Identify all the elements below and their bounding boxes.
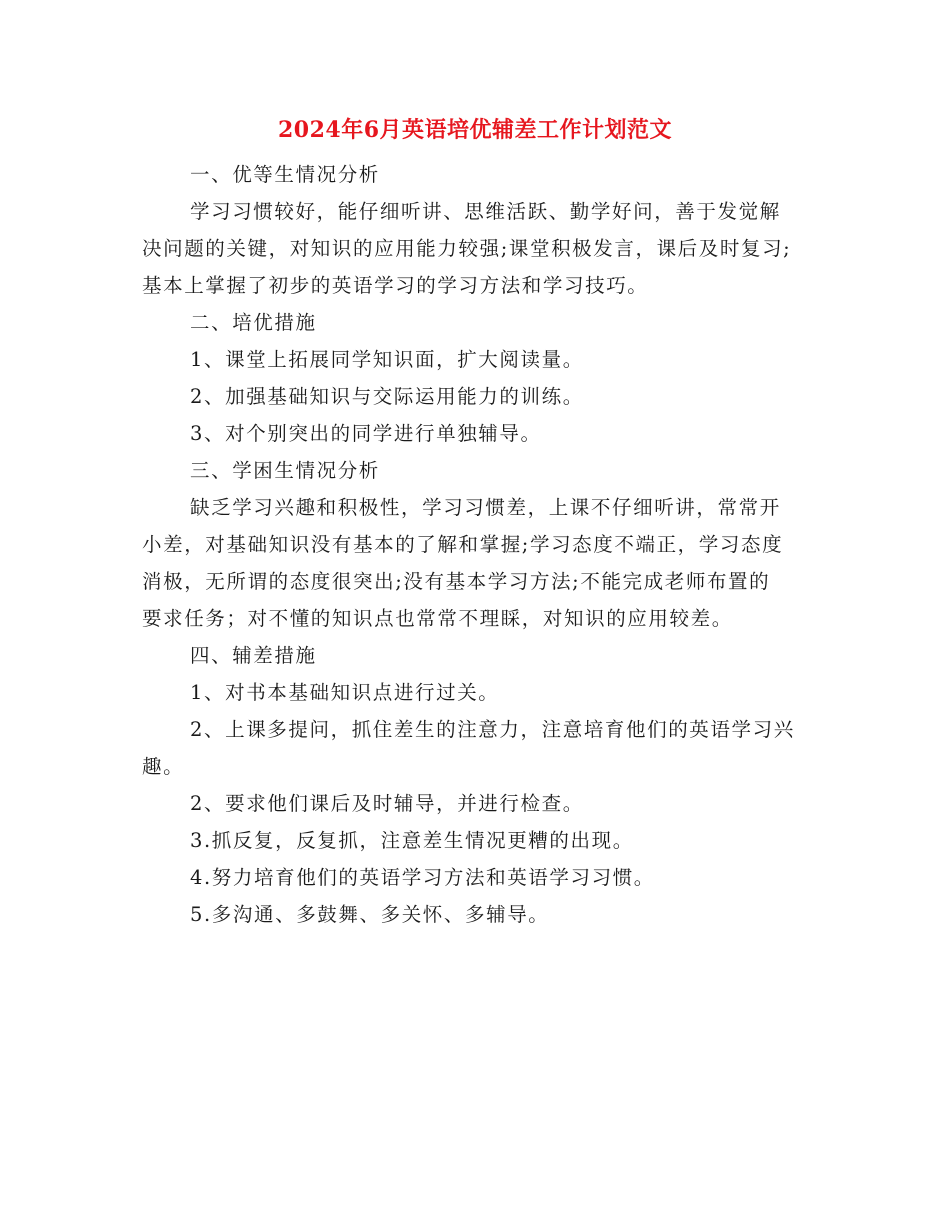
paragraph-line: 消极，无所谓的态度很突出;没有基本学习方法;不能完成老师布置的 (142, 570, 771, 593)
list-item: 3.抓反复，反复抓，注意差生情况更糟的出现。 (190, 829, 634, 852)
paragraph-line: 要求任务；对不懂的知识点也常常不理睬，对知识的应用较差。 (142, 607, 733, 630)
paragraph-line: 缺乏学习兴趣和积极性，学习习惯差，上课不仔细听讲，常常开 (190, 496, 781, 519)
list-item: 1、课堂上拓展同学知识面，扩大阅读量。 (190, 348, 584, 371)
list-item: 3、对个别突出的同学进行单独辅导。 (190, 422, 542, 445)
list-item: 4.努力培育他们的英语学习方法和英语学习习惯。 (190, 866, 655, 889)
paragraph-line: 小差，对基础知识没有基本的了解和掌握;学习态度不端正，学习态度 (142, 533, 784, 556)
section-heading-struggling-students: 三、学困生情况分析 (190, 459, 380, 482)
section-heading-remedial-measures: 四、辅差措施 (190, 644, 317, 667)
paragraph-line: 学习习惯较好，能仔细听讲、思维活跃、勤学好问，善于发觉解 (190, 200, 781, 223)
paragraph-line: 基本上掌握了初步的英语学习的学习方法和学习技巧。 (142, 274, 649, 297)
list-item: 5.多沟通、多鼓舞、多关怀、多辅导。 (190, 903, 550, 926)
list-item: 2、加强基础知识与交际运用能力的训练。 (190, 385, 584, 408)
document-title: 2024年6月英语培优辅差工作计划范文 (277, 117, 673, 143)
list-item-continuation: 趣。 (142, 755, 185, 778)
paragraph-line: 决问题的关键，对知识的应用能力较强;课堂积极发言，课后及时复习; (142, 237, 792, 260)
list-item: 2、上课多提问，抓住差生的注意力，注意培育他们的英语学习兴 (190, 718, 795, 741)
section-heading-top-students: 一、优等生情况分析 (190, 163, 380, 186)
list-item: 2、要求他们课后及时辅导，并进行检查。 (190, 792, 584, 815)
section-heading-enrichment-measures: 二、培优措施 (190, 311, 317, 334)
list-item: 1、对书本基础知识点进行过关。 (190, 681, 500, 704)
